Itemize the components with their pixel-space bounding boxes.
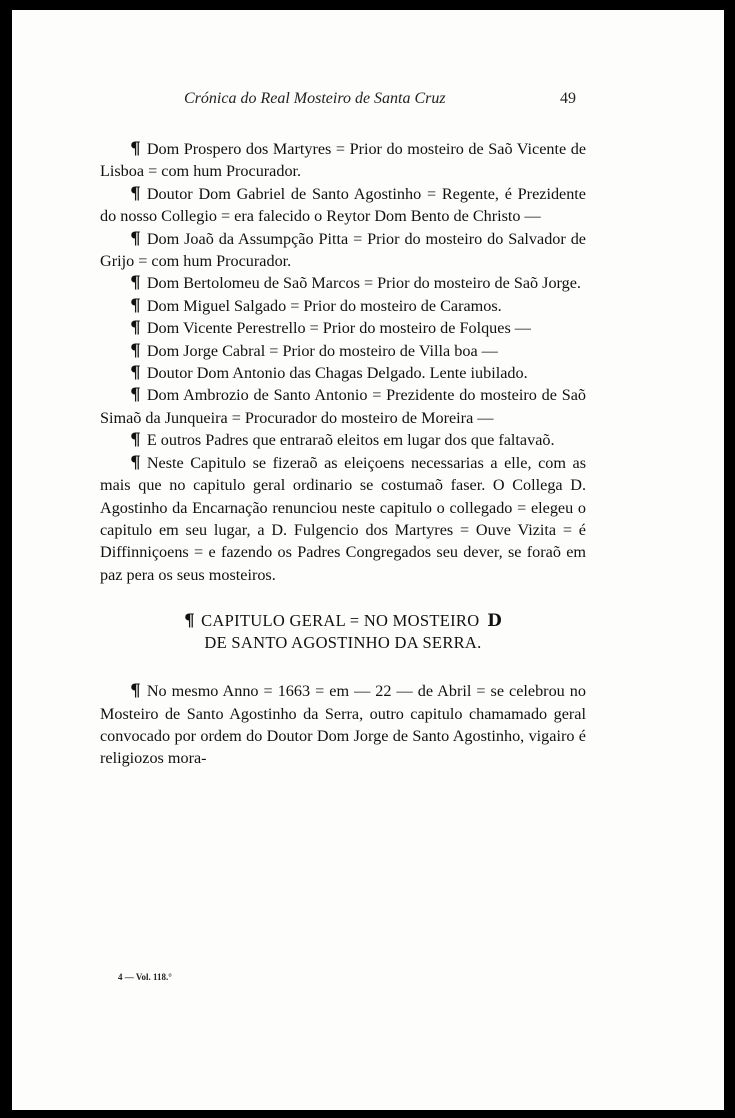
pilcrow-icon: ¶ [130,385,141,406]
closing-mark-icon: D [487,611,503,631]
chapter-heading-line-2: DE SANTO AGOSTINHO DA SERRA. [204,633,482,653]
paragraph: ¶ No mesmo Anno = 1663 = em — 22 — de Abril = se celebrou no Mosteiro de Santo Agostinho da Serra, outro capitulo chamamado geral convocado por ordem do Doutor Dom Jorge de Santo Agostinho, vigairo é religiozos mora- [100,681,586,768]
pilcrow-icon: ¶ [130,139,141,159]
paragraph: ¶ Dom Bertolomeu de Saõ Marcos = Prior do mosteiro de Saõ Jorge. [130,273,581,294]
paragraph: ¶ Dom Joaõ da Assumpção Pitta = Prior do mosteiro do Salvador de Grijo = com hum Procurador. [100,228,586,271]
page-number: 49 [560,90,576,107]
pilcrow-icon: ¶ [130,340,141,361]
paragraph: ¶ Dom Miguel Salgado = Prior do mosteiro de Caramos. [130,295,502,316]
chapter-heading-line-1: ¶ CAPITULO GERAL = NO MOSTEIRO D [183,611,503,632]
page [12,10,724,1110]
chapter-heading [100,610,586,654]
text-body [100,138,586,770]
paragraph: ¶ Doutor Dom Gabriel de Santo Agostinho = Regente, é Prezidente do nosso Collegio = era falecido o Reytor Dom Bento de Christo — [100,183,586,226]
header-title: Crónica do Real Mosteiro de Santa Cruz [184,90,446,107]
pilcrow-icon: ¶ [130,228,141,249]
pilcrow-icon: ¶ [130,363,141,384]
running-header [12,90,724,114]
pilcrow-icon: ¶ [130,318,141,339]
paragraph: ¶ Dom Prospero dos Martyres = Prior do mosteiro de Saõ Vicente de Lisboa = com hum Procurador. [100,139,586,181]
paragraph: ¶ Doutor Dom Antonio das Chagas Delgado. Lente iubilado. [130,363,528,384]
pilcrow-icon: ¶ [130,295,141,316]
pilcrow-icon: ¶ [183,611,196,632]
paragraph: ¶ E outros Padres que entraraõ eleitos em lugar dos que faltavaõ. [130,430,555,451]
signature-mark: 4 — Vol. 118.° [118,972,172,982]
pilcrow-icon: ¶ [130,183,141,204]
pilcrow-icon: ¶ [130,430,141,451]
pilcrow-icon: ¶ [130,681,141,702]
pilcrow-icon: ¶ [130,273,141,294]
paragraph: ¶ Neste Capitulo se fizeraõ as eleiçoens necessarias a elle, com as mais que no capitulo geral ordinario se costumaõ faser. O Collega D. Agostinho da Encarnação renunciou neste capitulo o collegado = elegeu o capitulo em seu lugar, a D. Fulgencio dos Martyres = Ouve Vizita = é Diffinniçoens = e fazendo os Padres Congregados seu dever, se foraõ em paz pera os seus mosteiros. [100,452,586,584]
paragraph: ¶ Dom Jorge Cabral = Prior do mosteiro de Villa boa — [130,340,498,361]
paragraph: ¶ Dom Ambrozio de Santo Antonio = Prezidente do mosteiro de Saõ Simaõ da Junqueira = Procurador do mosteiro de Moreira — [100,385,586,427]
pilcrow-icon: ¶ [130,452,141,473]
paragraph: ¶ Dom Vicente Perestrello = Prior do mosteiro de Folques — [130,318,531,339]
